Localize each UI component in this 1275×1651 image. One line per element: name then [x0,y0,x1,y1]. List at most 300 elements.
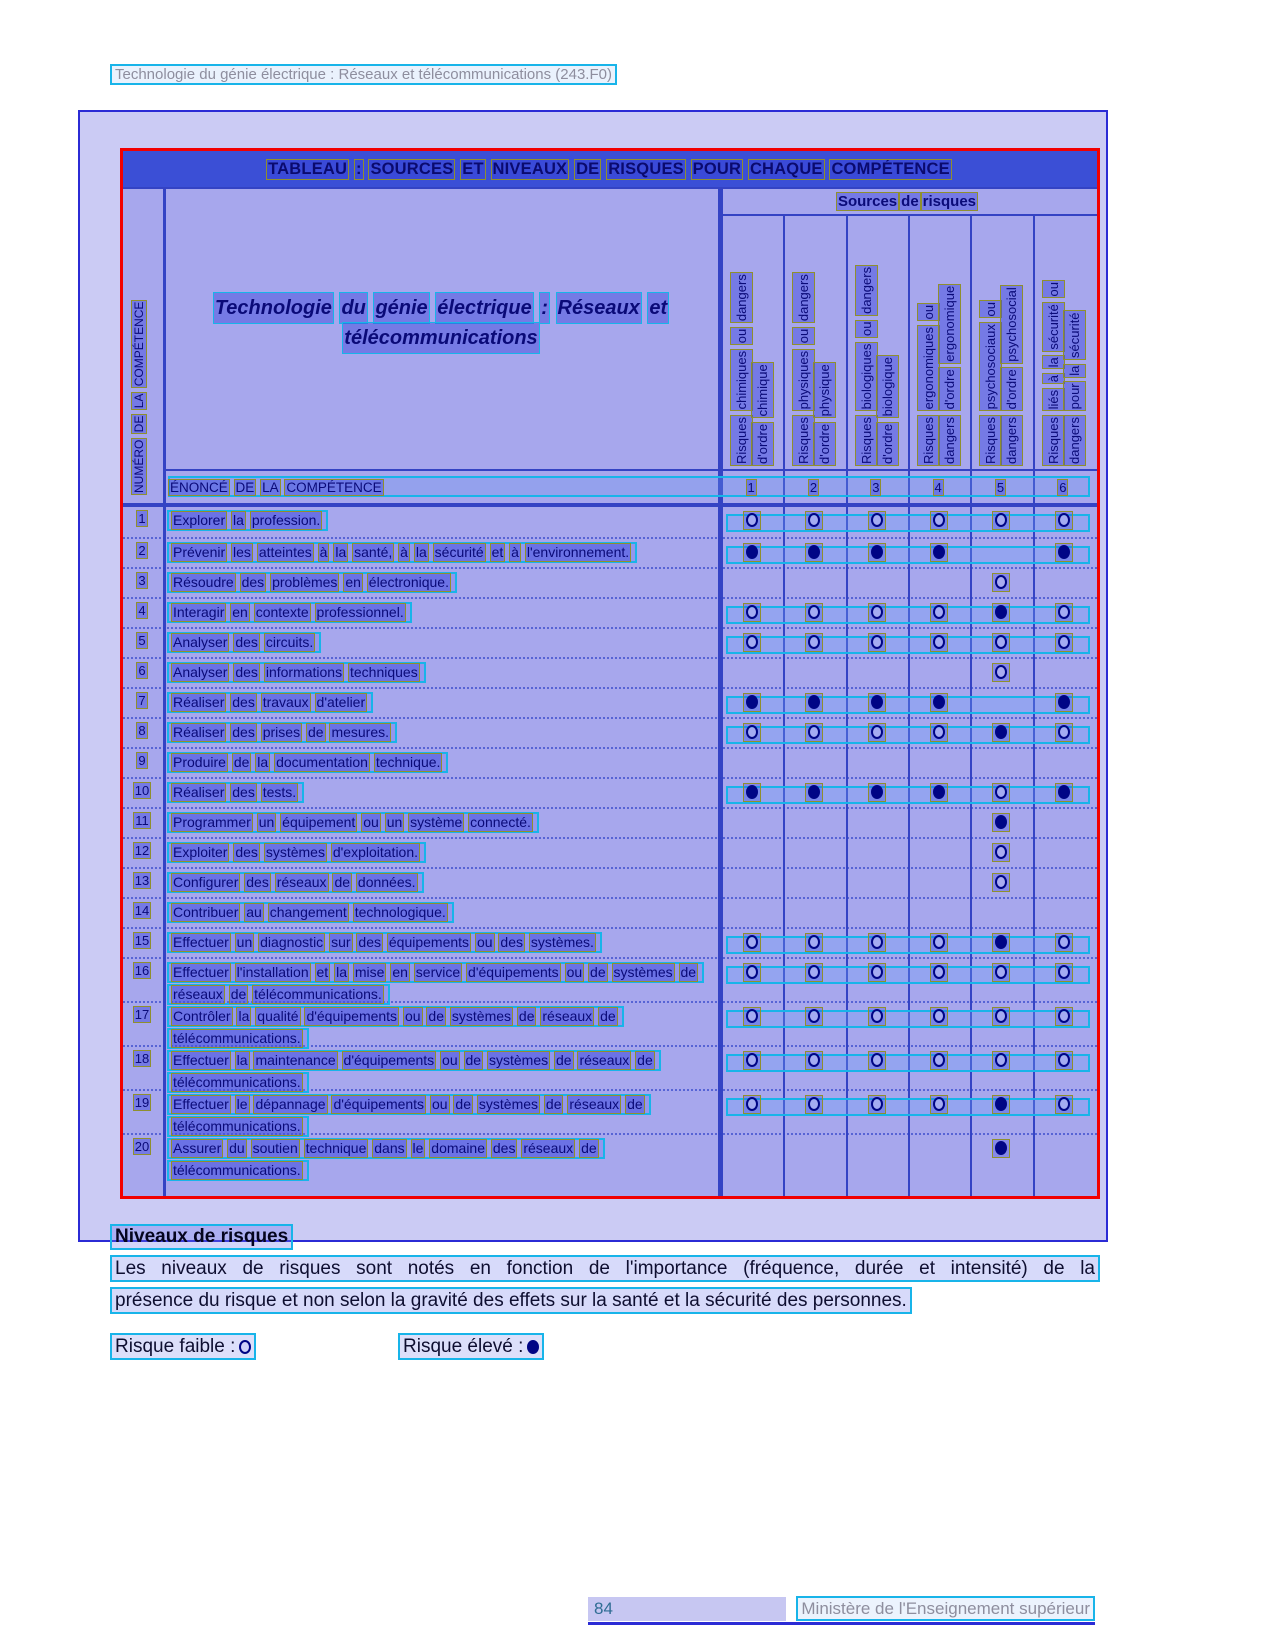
high-risk-marker [995,725,1007,739]
ocr-word-box [1056,694,1072,711]
ocr-word-box [1056,1008,1072,1025]
risk-column-header-line [980,299,1001,465]
risk-cell [783,749,845,754]
low-risk-marker [808,1009,820,1023]
ocr-word-box: de [637,1052,653,1068]
ocr-word-box: Risques [731,416,752,465]
ocr-word-box: réseaux [276,874,327,890]
ocr-word-box: technologique. [354,904,446,920]
ocr-word-box: Réseaux [557,293,641,323]
ocr-word-box: chimiques [731,350,752,411]
risk-column-header [972,217,1030,467]
competency-text [163,1003,721,1050]
ocr-word-box: ergonomiques [918,326,939,410]
ocr-word-box [993,634,1009,651]
ocr-word-box: de [556,1052,572,1068]
low-risk-marker [1058,725,1070,739]
risk-cell [908,629,970,651]
table-row [123,957,1097,1001]
row-number-box: 19 [134,1095,150,1110]
risk-cell [908,1047,970,1069]
ocr-word-box: de [233,754,250,770]
ocr-word-box: un [258,814,275,830]
risk-cell [783,507,845,529]
risk-cell [783,1047,845,1069]
column-number-box: 1 [747,479,755,495]
ocr-line-box [167,722,397,743]
ocr-word-box: à [511,544,519,560]
program-title [166,293,718,353]
ocr-word-box: technique [305,1140,367,1156]
ocr-word-box [931,724,947,741]
low-risk-marker [808,1097,820,1111]
row-number-box: 15 [134,933,150,948]
risk-cell [908,1135,970,1140]
ocr-word-box [869,634,885,651]
low-risk-marker [871,725,883,739]
risk-cell [783,809,845,814]
row-number [123,779,163,798]
ocr-word-box [869,1096,885,1113]
table-row [123,747,1097,777]
low-risk-marker [995,1053,1007,1067]
ocr-word-box: génie [374,293,428,323]
risk-cell [970,659,1032,681]
risk-cell [970,719,1032,741]
ocr-word-box: Produire [173,754,226,770]
risk-cell [970,749,1032,754]
ocr-word-box: prises [262,724,301,740]
low-risk-marker [1058,965,1070,979]
ocr-word-box: télécommunications [343,323,538,353]
row-number [123,507,163,526]
low-risk-marker [808,635,820,649]
ocr-word-box [931,604,947,621]
ocr-word-box: ou [431,1096,448,1112]
ocr-word-box: NUMÉRO [132,439,146,493]
risk-cell [721,959,783,981]
ocr-word-box: Effectuer [173,1096,229,1112]
ocr-word-box: d'équipements [333,1096,425,1112]
ocr-word-box: et [491,544,504,560]
ocr-word-box: Effectuer [173,1052,229,1068]
ocr-word-box: télécommunications. [173,1118,301,1134]
ocr-word-box [931,1008,947,1025]
ocr-line-box [167,692,373,713]
ocr-word-box: télécommunications. [173,1162,301,1178]
risk-cell [908,749,970,754]
risk-cell [908,569,970,574]
ocr-word-box: le [236,1096,248,1112]
risk-cell [721,869,783,874]
risk-cell [1033,659,1095,664]
risk-cell [783,839,845,844]
ocr-word-box: ou [1043,281,1064,297]
row-number [123,1047,163,1066]
ocr-line-box [167,962,704,983]
risk-cell [846,539,908,561]
ocr-word-box: ou [442,1052,458,1068]
page-number: 84 [588,1597,786,1621]
ocr-word-box: un [386,814,403,830]
ocr-word-box [744,1052,760,1069]
ocr-word-box [869,964,885,981]
ocr-word-box: sécurité [434,544,484,560]
ocr-word-box: la [415,544,427,560]
ocr-word-box: Sources [837,193,898,210]
page-header-text: Technologie du génie électrique : Réseaux et télécommunications (243.F0) [110,64,617,85]
row-number-box: 20 [134,1139,150,1154]
table-row [123,657,1097,687]
risk-cell [846,779,908,801]
risk-cell [908,599,970,621]
ocr-word-box: de [590,964,606,980]
ocr-word-box [806,1052,822,1069]
ocr-word-box: changement [269,904,347,920]
risk-cell [908,1091,970,1113]
ocr-word-box: DE [576,159,600,178]
low-risk-marker [746,935,758,949]
risk-cell [1033,779,1095,801]
risk-column-header-line [877,354,898,465]
risk-cell [846,1047,908,1069]
ocr-word-box [993,604,1009,621]
low-risk-marker [995,513,1007,527]
ocr-word-box: et [316,964,329,980]
risk-cell [846,959,908,981]
ocr-word-box: du [340,293,366,323]
ocr-word-box: informations [265,664,343,680]
row-number [123,809,163,828]
row-axis-label [132,294,154,494]
row-number-box: 1 [138,511,146,526]
table-row [123,507,1097,537]
risk-column-header-line [752,361,773,465]
ocr-word-box: la [336,964,347,980]
low-risk-marker [1058,1009,1070,1023]
ocr-word-box: CHAQUE [749,159,823,178]
ocr-word-box: chimique [752,363,773,417]
ocr-word-box: télécommunications. [173,1074,301,1090]
ocr-word-box: systèmes [265,844,325,860]
program-title-line [166,293,718,323]
ocr-word-box: Risques [793,416,814,465]
ocr-word-box: COMPÉTENCE [286,479,382,495]
risk-cell [721,629,783,651]
ocr-word-box [1056,512,1072,529]
ocr-word-box: de [901,193,919,210]
risk-cell [783,779,845,801]
risk-cell [721,899,783,904]
ocr-word-box: d'ordre [877,423,898,465]
table-row [123,1133,1097,1177]
risk-column-header-line [856,264,877,465]
column-number [1033,480,1095,495]
risk-cell [846,1091,908,1113]
ocr-word-box [993,512,1009,529]
ocr-word-box: service [415,964,461,980]
risk-cell [1033,749,1095,754]
ocr-word-box: réseaux [173,986,223,1002]
risk-cell [721,719,783,741]
ocr-word-box: profession. [251,512,321,528]
ocr-word-box [806,964,822,981]
ocr-word-box: réseaux [569,1096,620,1112]
risk-cell [908,959,970,981]
column-number [908,480,970,495]
ocr-word-box: systèmes [478,1096,539,1112]
ocr-word-box [744,694,760,711]
ocr-word-box: un [236,934,253,950]
low-risk-marker [746,1097,758,1111]
table-row [123,1001,1097,1045]
high-risk-marker [933,785,945,799]
ocr-word-box [869,544,885,561]
row-number [123,899,163,918]
ocr-word-box [993,1096,1009,1113]
ocr-word-box [869,512,885,529]
ocr-word-box [806,544,822,561]
ocr-word-box [1056,604,1072,621]
ocr-word-box: documentation [276,754,368,770]
row-number-box: 10 [134,783,150,798]
ocr-word-box: technique. [375,754,441,770]
risk-cell [783,1135,845,1140]
ocr-word-box [1056,934,1072,951]
row-number-box: 9 [138,753,146,768]
ocr-word-box: ou [731,328,752,344]
ocr-word-box: Réaliser [173,694,225,710]
competency-text [163,959,721,1006]
ocr-word-box [1056,784,1072,801]
ocr-word-box: sécurité [1064,311,1085,359]
ocr-word-box [744,604,760,621]
row-number [123,869,163,888]
competency-text [163,1135,721,1182]
risk-cell [908,839,970,844]
ocr-word-box: sur [331,934,351,950]
risk-cell [970,1091,1032,1113]
ocr-word-box: la [335,544,347,560]
risk-cell [1033,629,1095,651]
ocr-line-box [167,1072,309,1093]
ocr-word-box [993,1008,1009,1025]
ocr-word-box: équipements [388,934,470,950]
ocr-word-box [744,964,760,981]
ocr-word-box: en [345,574,361,590]
row-number-box: 18 [134,1051,150,1066]
risk-cell [846,1135,908,1140]
risk-cell [1033,719,1095,741]
row-number-box: 11 [135,813,149,828]
ocr-word-box [931,784,947,801]
risk-cell [970,929,1032,951]
high-risk-marker [995,935,1007,949]
low-risk-marker [1058,513,1070,527]
ocr-word-box: ou [856,321,877,337]
low-risk-marker [1058,605,1070,619]
ocr-word-box: Risques [980,416,1001,465]
ocr-word-box: qualité [257,1008,299,1024]
ocr-word-box: NIVEAUX [492,159,568,178]
ocr-word-box: système [410,814,463,830]
ocr-word-box: COMPÉTENCE [132,301,146,387]
risk-cell [1033,839,1095,844]
risk-cell [721,659,783,664]
ocr-word-box: Effectuer [173,934,229,950]
high-risk-marker [871,785,883,799]
ocr-word-box [869,604,885,621]
low-risk-marker [808,965,820,979]
low-risk-marker [933,1009,945,1023]
ocr-word-box: d'ordre [814,423,835,465]
ocr-word-box: connecté. [470,814,531,830]
risk-cell [908,659,970,664]
high-risk-marker [871,545,883,559]
row-number-box: 13 [134,873,150,888]
ocr-word-box: psychosociaux [980,323,1001,410]
ocr-word-box [806,724,822,741]
notes-paragraph-line-1: Les niveaux de risques sont notés en fonction de l'importance (fréquence, durée et intensité) de la [110,1255,1100,1282]
ocr-word-box: ou [918,304,939,320]
risk-cell [1033,809,1095,814]
high-risk-marker [808,785,820,799]
row-number [123,599,163,618]
ocr-word-box: mise [354,964,385,980]
risk-column-header-line [814,361,835,465]
low-risk-marker [871,1053,883,1067]
ocr-word-box: ou [363,814,379,830]
ocr-word-box: systèmes [488,1052,549,1068]
footer [588,1596,1095,1625]
risk-cell [970,629,1032,651]
risk-cell [1033,959,1095,981]
ocr-word-box: Interagir [173,604,225,620]
ocr-line-box [167,1028,309,1049]
ocr-word-box: la [233,512,244,528]
risk-cell [1033,539,1095,561]
ocr-word-box: dangers [939,416,960,465]
ocr-word-box: des [358,934,381,950]
high-risk-marker [808,545,820,559]
low-risk-marker [995,875,1007,889]
table-row [123,837,1097,867]
competency-text [163,629,721,654]
risk-cell [1033,1003,1095,1025]
ocr-word-box: COMPÉTENCE [831,159,950,178]
risk-cell [908,899,970,904]
risk-cell [970,539,1032,544]
ocr-word-box [993,1140,1009,1157]
ocr-word-box [931,934,947,951]
row-number [123,929,163,948]
ocr-word-box: d'ordre [1001,368,1022,410]
risk-cell [783,599,845,621]
low-risk-marker [871,1097,883,1111]
risk-cell [721,1135,783,1140]
ocr-line-box [167,1050,661,1071]
ocr-word-box [806,934,822,951]
ocr-word-box: Réaliser [173,784,225,800]
table-row [123,567,1097,597]
table-title [267,160,953,179]
risk-cell [783,719,845,741]
ocr-word-box [931,512,947,529]
ocr-word-box: professionnel. [316,604,404,620]
risk-cell [846,749,908,754]
low-risk-marker [933,1097,945,1111]
row-number [123,629,163,648]
risk-cell [846,507,908,529]
risk-cell [970,507,1032,529]
ocr-word-box: systèmes [613,964,673,980]
row-number [123,749,163,768]
low-risk-marker [995,845,1007,859]
high-risk-marker [933,695,945,709]
ocr-word-box: Risques [1043,416,1064,465]
risk-cell [846,569,908,574]
risk-cell [721,839,783,844]
ocr-word-box: Risques [918,416,939,465]
ocr-word-box: ÉNONCÉ [170,479,228,495]
risk-cell [1033,929,1095,951]
low-risk-marker [1058,635,1070,649]
ocr-word-box: d'atelier [316,694,366,710]
row-number [123,1091,163,1110]
statement-header-label [163,480,721,495]
low-risk-marker [995,965,1007,979]
risk-cell [846,689,908,711]
ocr-word-box [869,1008,885,1025]
ocr-word-box: de [581,1140,597,1156]
competency-text [163,869,721,894]
ocr-word-box: Résoudre [173,574,234,590]
risk-column-header [910,217,968,467]
ocr-word-box: d'exploitation. [332,844,419,860]
competency-text [163,719,721,744]
risk-cell [970,599,1032,621]
row-number [123,1003,163,1022]
table-row [123,537,1097,567]
risk-column-header-line [1043,279,1064,465]
risk-cell [783,629,845,651]
ocr-word-box: diagnostic [260,934,324,950]
competency-text [163,899,721,924]
risk-cell [783,929,845,951]
ocr-line-box [167,932,602,953]
column-number [721,480,783,495]
ocr-word-box: Prévenir [173,544,226,560]
ocr-word-box: de [627,1096,643,1112]
ocr-word-box [806,604,822,621]
ocr-word-box: des [492,1140,516,1156]
ocr-word-box [931,1052,947,1069]
row-number-box: 14 [134,903,150,918]
outer-panel [78,110,1108,1242]
ocr-word-box: d'équipements [343,1052,435,1068]
ocr-word-box: électronique. [368,574,449,590]
ocr-word-box: en [392,964,408,980]
filled-circle-marker [527,1340,539,1354]
ocr-word-box: RISQUES [608,159,684,178]
low-risk-marker [871,635,883,649]
row-number [123,689,163,708]
high-risk-marker [995,605,1007,619]
ocr-word-box: LA [262,479,279,495]
ocr-word-box [993,1052,1009,1069]
ocr-word-box: ou [793,328,814,344]
ocr-word-box: Effectuer [173,964,229,980]
